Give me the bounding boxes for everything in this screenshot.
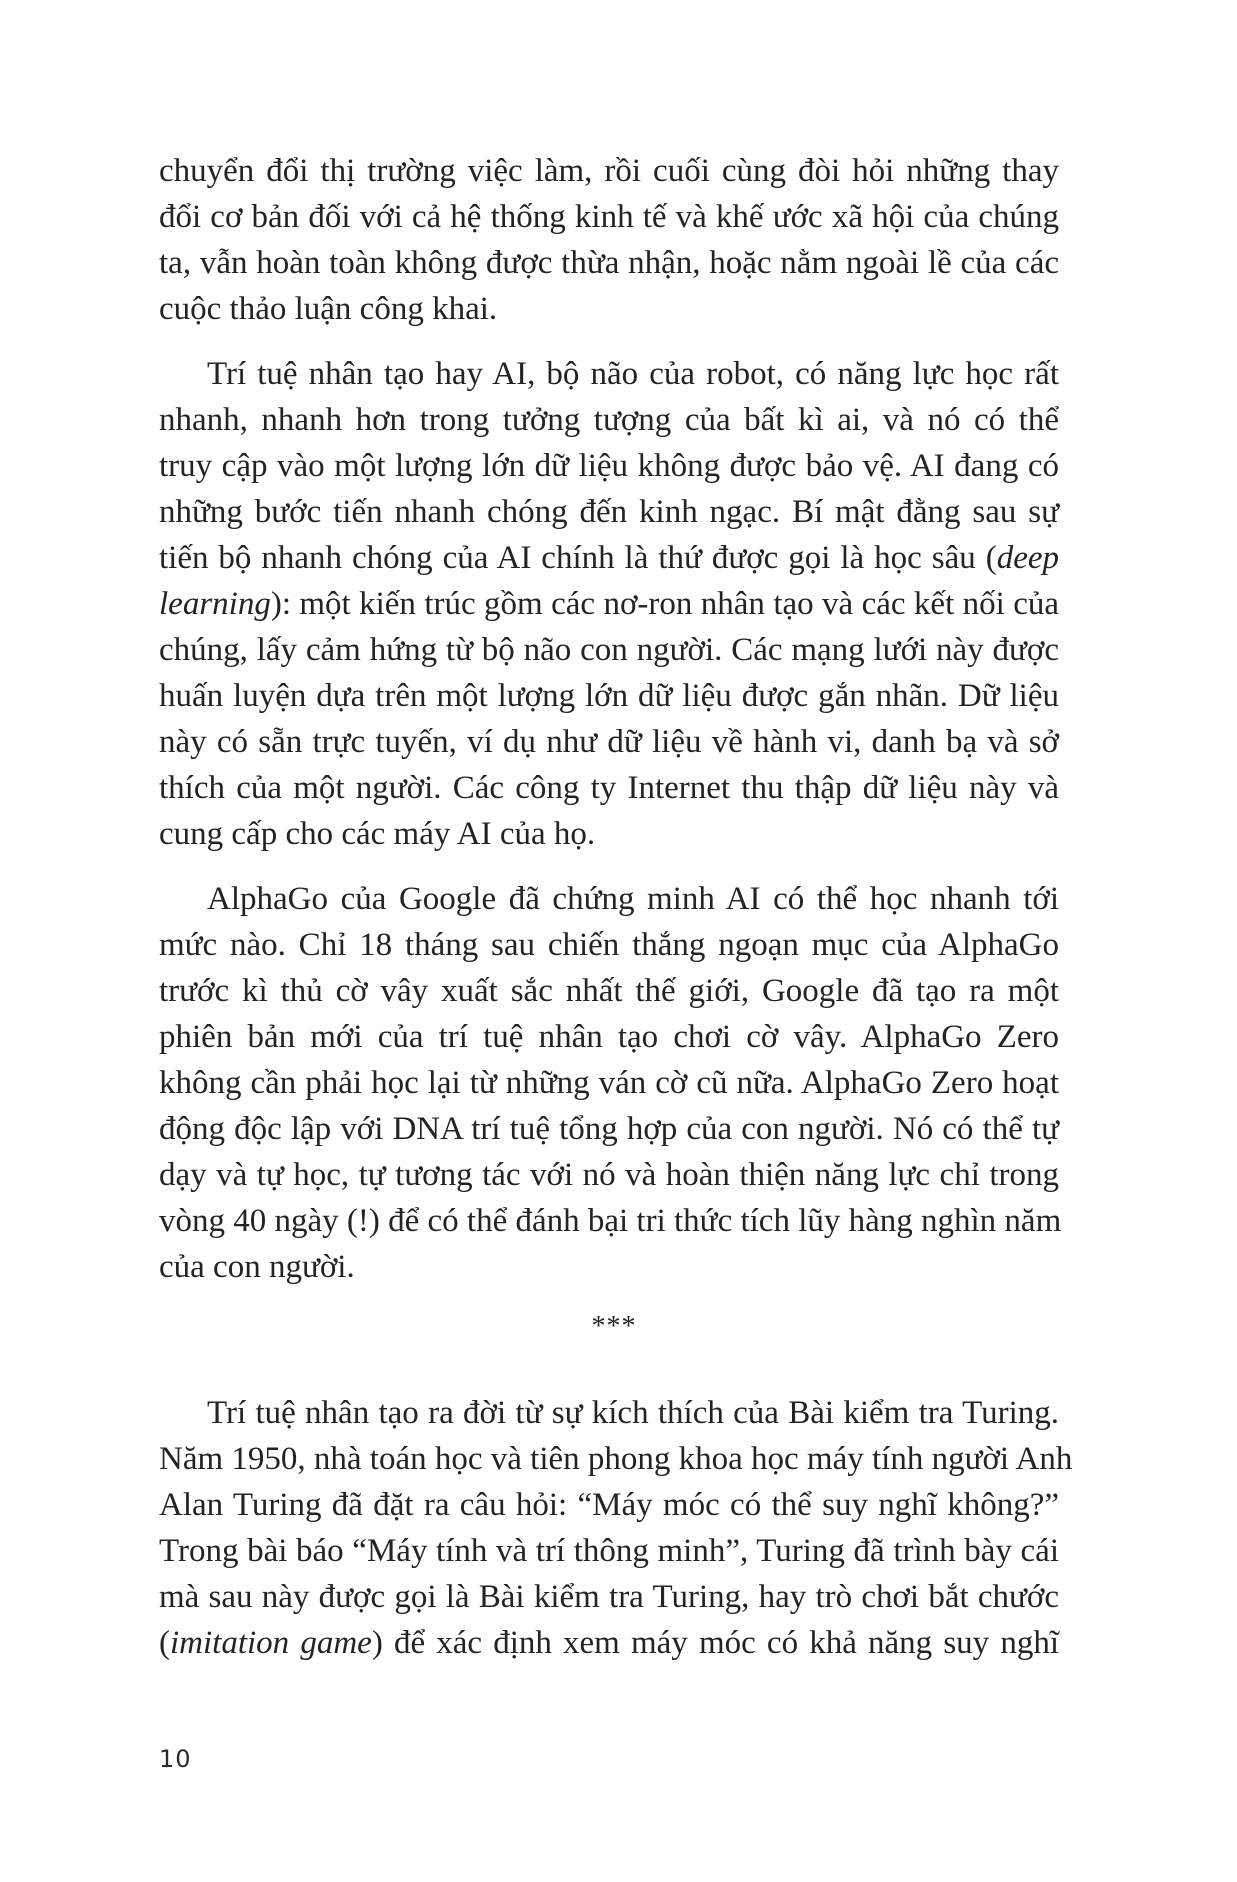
text-line: AlphaGo của Google đã chứng minh AI có thể học nhanh tới bbox=[207, 881, 1059, 917]
text-line: Năm 1950, nhà toán học và tiên phong khoa học máy tính người Anh bbox=[159, 1441, 1073, 1477]
text-line bbox=[159, 1620, 1059, 1666]
text-line: những bước tiến nhanh chóng đến kinh ngạc. Bí mật đằng sau sự bbox=[159, 494, 1059, 530]
text-line: thích của một người. Các công ty Internet thu thập dữ liệu này và bbox=[159, 770, 1059, 806]
text-line: cung cấp cho các máy AI của họ. bbox=[159, 816, 596, 852]
text-segment: tiến bộ nhanh chóng của AI chính là thứ được gọi là học sâu ( bbox=[159, 540, 997, 576]
text-line: đổi cơ bản đối với cả hệ thống kinh tế và khế ước xã hội của chúng bbox=[159, 199, 1059, 235]
text-line: này có sẵn trực tuyến, ví dụ như dữ liệu về hành vi, danh bạ và sở bbox=[159, 724, 1059, 760]
text-line: chuyển đổi thị trường việc làm, rồi cuối cùng đòi hỏi những thay bbox=[159, 153, 1059, 189]
text-line: phiên bản mới của trí tuệ nhân tạo chơi cờ vây. AlphaGo Zero bbox=[159, 1019, 1059, 1055]
text-line: dạy và tự học, tự tương tác với nó và hoàn thiện năng lực chỉ trong bbox=[159, 1157, 1059, 1193]
body-text bbox=[159, 148, 1073, 1666]
text-segment: ) để xác định xem máy móc có khả năng suy nghĩ bbox=[371, 1625, 1059, 1661]
italic-term: learning bbox=[159, 586, 271, 622]
text-line: mà sau này được gọi là Bài kiểm tra Turing, hay trò chơi bắt chước bbox=[159, 1579, 1059, 1615]
paragraph-gap bbox=[159, 857, 1059, 876]
paragraph-2 bbox=[159, 351, 1059, 857]
text-line bbox=[159, 535, 1059, 581]
text-line: không cần phải học lại từ những ván cờ cũ nữa. AlphaGo Zero hoạt bbox=[159, 1065, 1059, 1101]
text-line bbox=[159, 581, 1059, 627]
text-line: chúng, lấy cảm hứng từ bộ não con người. Các mạng lưới này được bbox=[159, 632, 1059, 668]
text-line: cuộc thảo luận công khai. bbox=[159, 291, 498, 327]
text-line: vòng 40 ngày (!) để có thể đánh bại tri thức tích lũy hàng nghìn năm bbox=[159, 1203, 1062, 1239]
text-line: nhanh, nhanh hơn trong tưởng tượng của bất kì ai, và nó có thể bbox=[159, 402, 1059, 438]
paragraph-4 bbox=[159, 1390, 1073, 1666]
text-line: của con người. bbox=[159, 1249, 355, 1285]
italic-term: deep bbox=[996, 540, 1059, 576]
text-line: mức nào. Chỉ 18 tháng sau chiến thắng ngoạn mục của AlphaGo bbox=[159, 927, 1059, 963]
text-line: Alan Turing đã đặt ra câu hỏi: “Máy móc có thể suy nghĩ không?” bbox=[159, 1487, 1059, 1523]
page-number: 10 bbox=[159, 1745, 192, 1773]
section-separator: *** bbox=[591, 1311, 637, 1342]
text-line: Trí tuệ nhân tạo hay AI, bộ não của robot, có năng lực học rất bbox=[207, 356, 1059, 392]
text-segment: ( bbox=[159, 1625, 170, 1661]
text-line: trước kì thủ cờ vây xuất sắc nhất thế giới, Google đã tạo ra một bbox=[159, 973, 1059, 1009]
text-line: ta, vẫn hoàn toàn không được thừa nhận, hoặc nằm ngoài lề của các bbox=[159, 245, 1059, 281]
text-line: động độc lập với DNA trí tuệ tổng hợp của con người. Nó có thể tự bbox=[159, 1111, 1059, 1147]
paragraph-3 bbox=[159, 876, 1062, 1290]
text-line: truy cập vào một lượng lớn dữ liệu không được bảo vệ. AI đang có bbox=[159, 448, 1059, 484]
text-segment: ): một kiến trúc gồm các nơ-ron nhân tạo và các kết nối của bbox=[270, 586, 1059, 622]
italic-term: imitation game bbox=[170, 1625, 372, 1661]
text-line: Trong bài báo “Máy tính và trí thông minh”, Turing đã trình bày cái bbox=[159, 1533, 1059, 1569]
text-line: Trí tuệ nhân tạo ra đời từ sự kích thích của Bài kiểm tra Turing. bbox=[207, 1395, 1059, 1431]
paragraph-1 bbox=[159, 148, 1059, 332]
text-line: huấn luyện dựa trên một lượng lớn dữ liệu được gắn nhãn. Dữ liệu bbox=[159, 678, 1059, 714]
paragraph-gap bbox=[159, 332, 1059, 351]
